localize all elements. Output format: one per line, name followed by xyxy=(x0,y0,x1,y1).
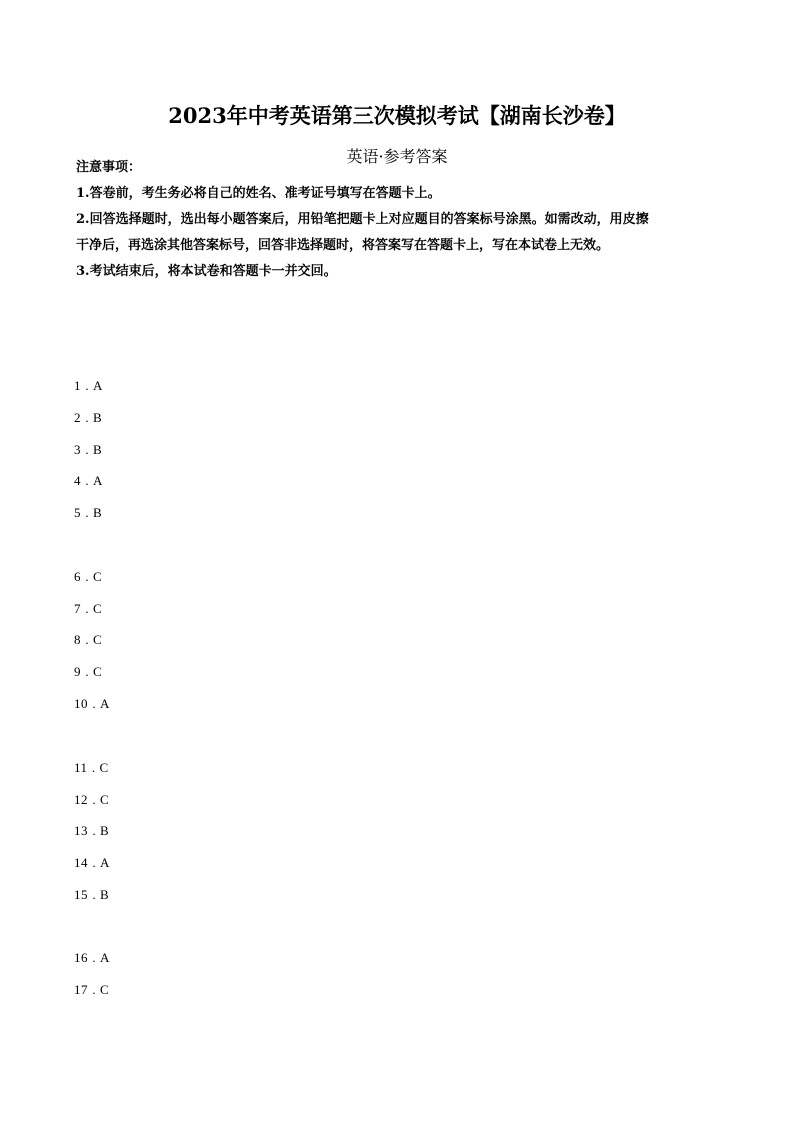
answer-separator: . xyxy=(92,950,96,965)
notice-item: 1.答卷前，考生务必将自己的姓名、准考证号填写在答题卡上。 xyxy=(76,186,441,201)
answer-number: 6 xyxy=(74,569,81,584)
answer-item xyxy=(74,853,109,873)
answer-separator: . xyxy=(85,505,89,520)
answer-choice: A xyxy=(100,855,110,870)
page-title: 2023年中考英语第三次模拟考试【湖南长沙卷】 xyxy=(168,103,626,128)
answer-number: 11 xyxy=(74,760,88,775)
answer-item xyxy=(74,376,102,396)
answer-choice: C xyxy=(100,982,109,997)
answer-separator: . xyxy=(85,442,89,457)
answer-item xyxy=(74,694,109,714)
answer-separator: . xyxy=(85,664,89,679)
answer-choice: C xyxy=(93,632,102,647)
answer-number: 5 xyxy=(74,505,81,520)
answer-separator: . xyxy=(92,792,96,807)
answer-separator: . xyxy=(92,887,96,902)
answer-item xyxy=(74,440,102,460)
answer-item xyxy=(74,471,102,491)
page-subtitle: 英语·参考答案 xyxy=(346,147,448,166)
answer-number: 2 xyxy=(74,410,81,425)
answer-item xyxy=(74,503,102,523)
answer-number: 7 xyxy=(74,601,81,616)
answer-number: 15 xyxy=(74,887,88,902)
answer-item xyxy=(74,662,102,682)
answer-choice: C xyxy=(100,792,109,807)
notice-item: 2.回答选择题时，选出每小题答案后，用铅笔把题卡上对应题目的答案标号涂黑。如需改动，用皮擦 xyxy=(76,212,649,227)
answer-separator: . xyxy=(85,410,89,425)
answer-choice: C xyxy=(99,760,109,775)
answer-number: 10 xyxy=(74,696,88,711)
answer-item xyxy=(74,567,102,587)
notice-section xyxy=(76,157,722,283)
answer-item xyxy=(74,790,109,810)
answer-choice: B xyxy=(93,410,102,425)
answer-choice: A xyxy=(93,473,103,488)
answer-choice: A xyxy=(100,696,110,711)
answer-number: 12 xyxy=(74,792,88,807)
answer-separator: . xyxy=(85,632,89,647)
answer-item xyxy=(74,599,102,619)
answer-choice: B xyxy=(100,887,109,902)
answer-number: 8 xyxy=(74,632,81,647)
answer-number: 9 xyxy=(74,664,81,679)
answer-separator: . xyxy=(92,696,96,711)
answer-separator: . xyxy=(85,601,89,616)
answer-separator: . xyxy=(92,823,96,838)
answer-number: 16 xyxy=(74,950,88,965)
answer-choice: C xyxy=(93,601,102,616)
answer-item xyxy=(74,821,109,841)
answer-choice: A xyxy=(93,378,103,393)
answer-choice: B xyxy=(93,505,102,520)
answer-choice: A xyxy=(100,950,110,965)
answer-choice: B xyxy=(93,442,102,457)
answer-item xyxy=(74,630,102,650)
answer-number: 17 xyxy=(74,982,88,997)
answer-number: 4 xyxy=(74,473,81,488)
answer-choice: C xyxy=(93,664,102,679)
answer-separator: . xyxy=(85,378,89,393)
answer-separator: . xyxy=(92,982,96,997)
answer-choice: B xyxy=(100,823,109,838)
notice-item: 干净后，再选涂其他答案标号，回答非选择题时，将答案写在答题卡上，写在本试卷上无效。 xyxy=(76,238,610,253)
answer-separator: . xyxy=(91,760,96,775)
answer-item xyxy=(74,758,108,778)
notice-heading: 注意事项： xyxy=(76,160,142,175)
notice-item: 3.考试结束后，将本试卷和答题卡一并交回。 xyxy=(76,264,337,279)
answer-separator: . xyxy=(85,569,89,584)
answer-number: 13 xyxy=(74,823,88,838)
answer-separator: . xyxy=(85,473,89,488)
answer-number: 14 xyxy=(74,855,88,870)
answer-item xyxy=(74,980,109,1000)
answer-separator: . xyxy=(92,855,96,870)
answer-number: 1 xyxy=(74,378,81,393)
answer-number: 3 xyxy=(74,442,81,457)
answer-item xyxy=(74,885,109,905)
answer-choice: C xyxy=(93,569,102,584)
answer-item xyxy=(74,948,109,968)
answer-item xyxy=(74,408,102,428)
